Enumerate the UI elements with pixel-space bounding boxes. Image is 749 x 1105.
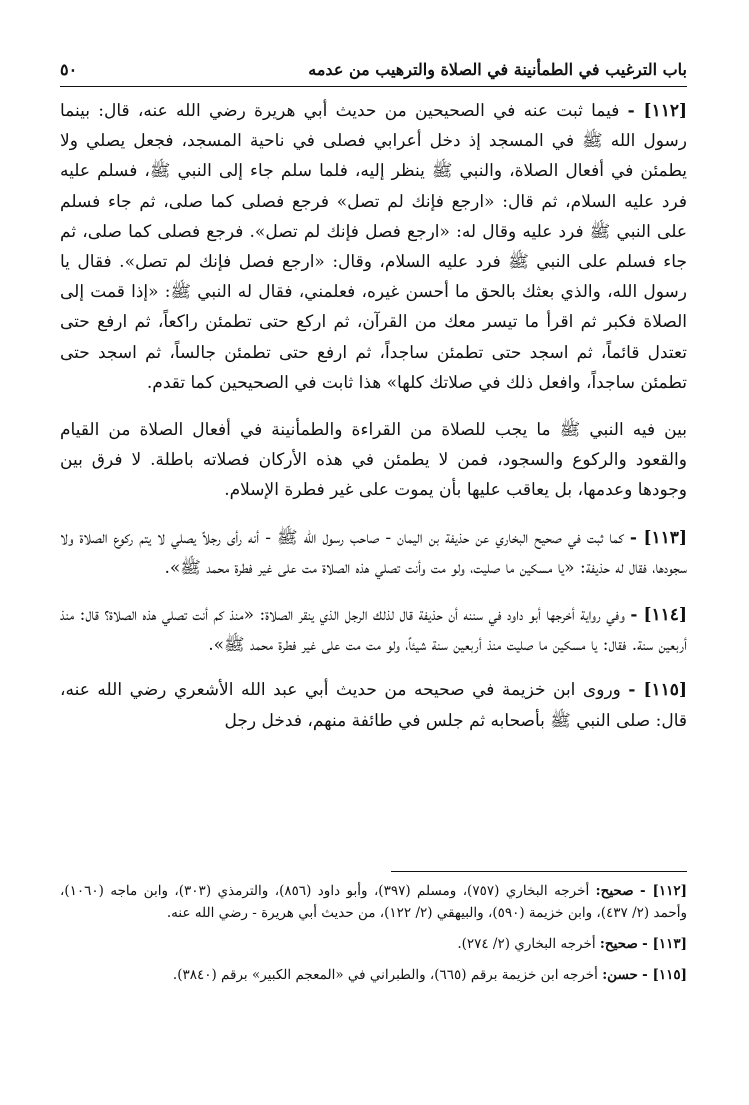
footnote-text: أخرجه ابن خزيمة برقم (٦٦٥)، والطبراني في «المعجم الكبير» برقم (٣٨٤٠). [172, 967, 598, 983]
paragraph-text: بين فيه النبي ﷺ ما يجب للصلاة من القراءة والطمأنينة في أفعال الصلاة من القيام والقعود والركوع والسجود، فمن لا يطمئن في هذه الأركان فصلاته باطلة. لا فرق بين وجودها وعدمها، بل يعاقب عليها بأن يموت على غير فطرة الإسلام. [60, 420, 687, 501]
hadith-paragraph [60, 523, 687, 583]
footnote-grade: حسن: [602, 967, 638, 983]
footnote-text: أخرجه البخاري (٢/ ٢٧٤). [457, 936, 596, 952]
footnote [60, 880, 687, 924]
paragraph-text: كما ثبت في صحيح البخاري عن حذيفة بن اليمان - صاحب رسول الله ﷺ - أنه رأى رجلاً يصلي لا يتم ركوع الصلاة ولا سجودها، فقال له حذيفة: «يا مسكين ما صليت، ولو مت وأنت تصلي هذه الصلاة مت على غير فطرة محمد ﷺ». [60, 527, 687, 578]
footnote-grade: صحيح: [599, 936, 638, 952]
paragraph-text: وفي رواية أخرجها أبو داود في سننه أن حذيفة قال لذلك الرجل الذي ينقر الصلاة: «منذ كم أنت تصلي هذه الصلاة؟ قال: منذ أربعين سنة. فقال: يا مسكين ما صليت منذ أربعين سنة شيئاً، ولو مت مت على غير فطرة محمد ﷺ». [60, 605, 687, 656]
footnote [60, 964, 687, 986]
hadith-paragraph [60, 675, 687, 735]
hadith-number: [١١٢] - [627, 101, 688, 121]
commentary-paragraph [60, 415, 687, 506]
hadith-number: [١١٤] - [630, 605, 687, 626]
footnote-ref: [١١٥] - [642, 967, 687, 983]
footnote-ref: [١١٢] - [640, 883, 688, 899]
footnote-ref: [١١٣] - [642, 936, 687, 952]
hadith-paragraph [60, 96, 687, 398]
footnotes [60, 880, 687, 995]
main-text [60, 96, 687, 753]
footnote-text: أخرجه البخاري (٧٥٧)، ومسلم (٣٩٧)، وأبو داود (٨٥٦)، والترمذي (٣٠٣)، وابن ماجه (١٠٦٠)، وأحمد (٢/ ٤٣٧)، وابن خزيمة (٥٩٠)، والبيهقي (٢/ ١٢٢)، من حديث أبي هريرة - رضي الله عنه. [60, 883, 687, 921]
footnote [60, 933, 687, 955]
chapter-title: باب الترغيب في الطمأنينة في الصلاة والترهيب من عدمه [308, 60, 687, 79]
footnote-grade: صحيح: [595, 883, 634, 899]
running-header [60, 60, 687, 87]
hadith-number: [١١٣] - [629, 527, 687, 548]
paragraph-text: فيما ثبت عنه في الصحيحين من حديث أبي هريرة رضي الله عنه، قال: بينما رسول الله ﷺ في المسجد إذ دخل أعرابي فصلى في ناحية المسجد، فجعل يصلي ولا يطمئن في أفعال الصلاة، والنبي ﷺ ينظر إليه، فلما سلم جاء إلى النبي ﷺ، فسلم عليه فرد عليه السلام، ثم قال: «ارجع فإنك لم تصل» فرجع فصلى كما صلى، ثم جاء فسلم على النبي ﷺ فرد عليه وقال له: «ارجع فصل فإنك لم تصل». فرجع فصلى كما صلى، ثم جاء فسلم على النبي ﷺ فرد عليه السلام، وقال: «ارجع فصل فإنك لم تصل». فقال يا رسول الله، والذي بعثك بالحق ما أحسن غيره، فعلمني، فقال له النبي ﷺ: «إذا قمت إلى الصلاة فكبر ثم اقرأ ما تيسر معك من القرآن، ثم اركع حتى تطمئن راكعاً، ثم ارفع حتى تعتدل قائماً، ثم اسجد حتى تطمئن ساجداً، ثم ارفع حتى تطمئن جالساً، ثم اسجد حتى تطمئن ساجداً، وافعل ذلك في صلاتك كلها» هذا ثابت في الصحيحين كما تقدم. [60, 101, 687, 393]
hadith-number: [١١٥] - [628, 680, 687, 701]
page-number: ٥٠ [60, 60, 78, 79]
paragraph-text: وروى ابن خزيمة في صحيحه من حديث أبي عبد الله الأشعري رضي الله عنه، قال: صلى النبي ﷺ بأصحابه ثم جلس في طائفة منهم، فدخل رجل [60, 680, 687, 731]
footnote-divider [391, 871, 687, 872]
hadith-paragraph [60, 600, 687, 660]
